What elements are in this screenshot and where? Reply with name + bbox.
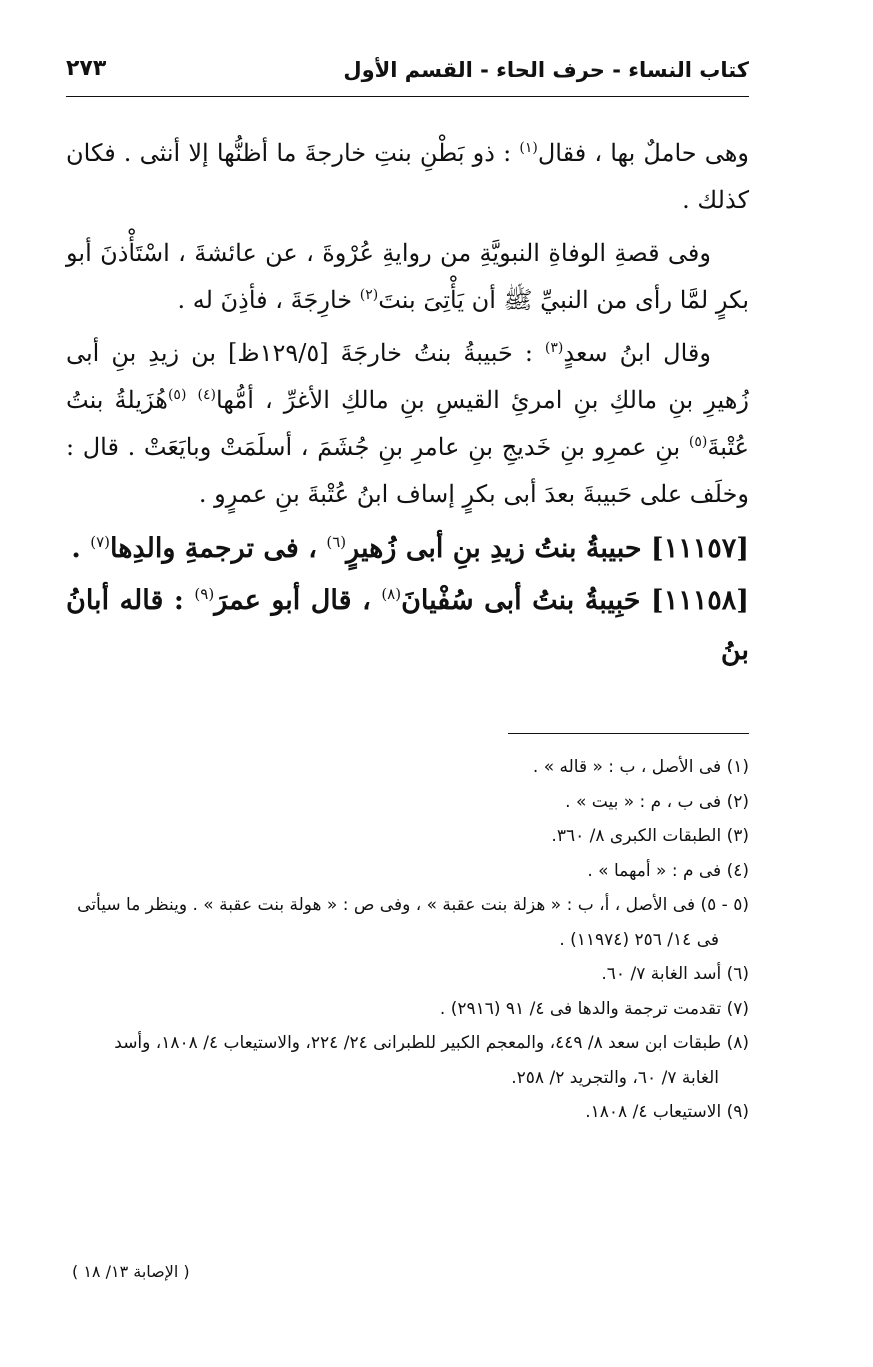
entry-11157-heading: [١١١٥٧] حبيبةُ بنتُ زيدِ بنِ أبى زُهيرٍ (346, 533, 749, 564)
footnote-8-continued: الغابة ٧/ ٦٠، والتجريد ٢/ ٢٥٨. (511, 1067, 719, 1088)
paragraph-3-space (186, 386, 197, 414)
footnote-1: (١) فى الأصل ، ب : « قاله » . (532, 757, 749, 777)
footnote-ref-1: (١) (519, 140, 538, 156)
paragraph-3-text-b: : حَبيبةُ بنتُ خارجَةَ [١٢٩/٥ظ] بن زيدِ بنِ أبى زُهيرِ بنِ مالكِ بنِ امرئِ القيسِ بنِ مالكِ الأغرِّ ، أمُّها (66, 339, 749, 414)
footnotes (66, 750, 749, 1130)
paragraph-2-text-cont: خارِجَةَ ، فأذِنَ له . (177, 286, 360, 314)
entry-11158 (66, 576, 749, 676)
header-rule (66, 96, 749, 97)
paragraph-2-text: وفى قصةِ الوفاةِ النبويَّةِ من روايةِ عُرْوةَ ، عن عائشةَ ، اسْتَأْذنَ أبو بكرٍ لمَّا رأى من النبيِّ ﷺ أن يَأْتِىَ بنتَ (66, 239, 749, 314)
footnote-5-continued: فى ١٤/ ٢٥٦ (١١٩٧٤) . (559, 929, 719, 950)
footnote-8: (٨) طبقات ابن سعد ٨/ ٤٤٩، والمعجم الكبير للطبرانى ٢٤/ ٢٢٤، والاستيعاب ٤/ ١٨٠٨، وأسد (114, 1033, 749, 1053)
footnote-ref-9: (٩) (194, 585, 215, 603)
paragraph-1 (66, 130, 749, 224)
footnote-4: (٤) فى م : « أمهما » . (587, 860, 749, 881)
paragraph-3-text-c: هُزَيلةُ بنتُ عُتْبةَ (66, 386, 749, 461)
paragraph-1-text: وهى حاملٌ بها ، فقال (537, 139, 749, 167)
entry-11158-end: : قاله أبانُ بنُ (66, 585, 749, 666)
footnote-ref-8: (٨) (381, 585, 402, 603)
footnote-ref-2: (٢) (359, 287, 379, 303)
entry-11158-text: ، قال أبو عمرَ (214, 585, 382, 616)
footnote-7: (٧) تقدمت ترجمة والدها فى ٤/ ٩١ (٢٩١٦) . (439, 998, 749, 1019)
footnote-separator (508, 733, 749, 734)
paragraph-3-text: وقال ابنُ سعدٍ (563, 339, 711, 367)
footnote-9: (٩) الاستيعاب ٤/ ١٨٠٨. (585, 1102, 749, 1122)
entry-11157-end: . (71, 533, 91, 564)
footnote-3: (٣) الطبقات الكبرى ٨/ ٣٦٠. (551, 826, 749, 846)
entry-11157 (66, 524, 749, 574)
paragraph-3-text-d: بنِ عمرِو بنِ خَديجِ بنِ عامرِ بنِ جُشَمَ ، أسلَمَتْ وبايَعَتْ . قال : وخلَف على حَبيبةَ بعدَ أبى بكرٍ إساف ابنُ عُتْبةَ بنِ عمرٍو . (66, 433, 749, 508)
main-text (66, 130, 749, 678)
footnote-ref-4: (٤) (197, 387, 216, 403)
entry-11157-text: ، فى ترجمةِ والدِها (110, 533, 327, 564)
footnote-ref-6: (٦) (326, 533, 347, 551)
footnote-ref-3: (٣) (544, 340, 564, 356)
page-number: ٢٧٣ (66, 56, 107, 81)
header-title: كتاب النساء - حرف الحاء - القسم الأول (343, 58, 749, 82)
footnote-ref-5-close: (٥) (688, 434, 708, 450)
footnote-5: (٥ - ٥) فى الأصل ، أ، ب : « هزلة بنت عقبة » ، وفى ص : « هولة بنت عقبة » . وينظر ما سيأتى (77, 895, 749, 915)
paragraph-3 (66, 330, 749, 518)
entry-11158-heading: [١١١٥٨] حَبِيبةُ بنتُ أبى سُفْيانَ (401, 585, 750, 616)
footnote-6: (٦) أسد الغابة ٧/ ٦٠. (601, 964, 749, 984)
paragraph-1-text-cont: : ذو بَطْنِ بنتِ خارجةَ ما أظنُّها إلا أنثى . فكان كذلك . (66, 139, 749, 214)
paragraph-2 (66, 230, 749, 324)
footnote-ref-7: (٧) (90, 533, 110, 551)
footnote-ref-5-open: (٥) (167, 387, 187, 403)
page-signature: ( الإصابة ١٣/ ١٨ ) (72, 1262, 190, 1281)
running-header (66, 52, 749, 92)
footnote-2: (٢) فى ب ، م : « بيت » . (565, 791, 749, 812)
